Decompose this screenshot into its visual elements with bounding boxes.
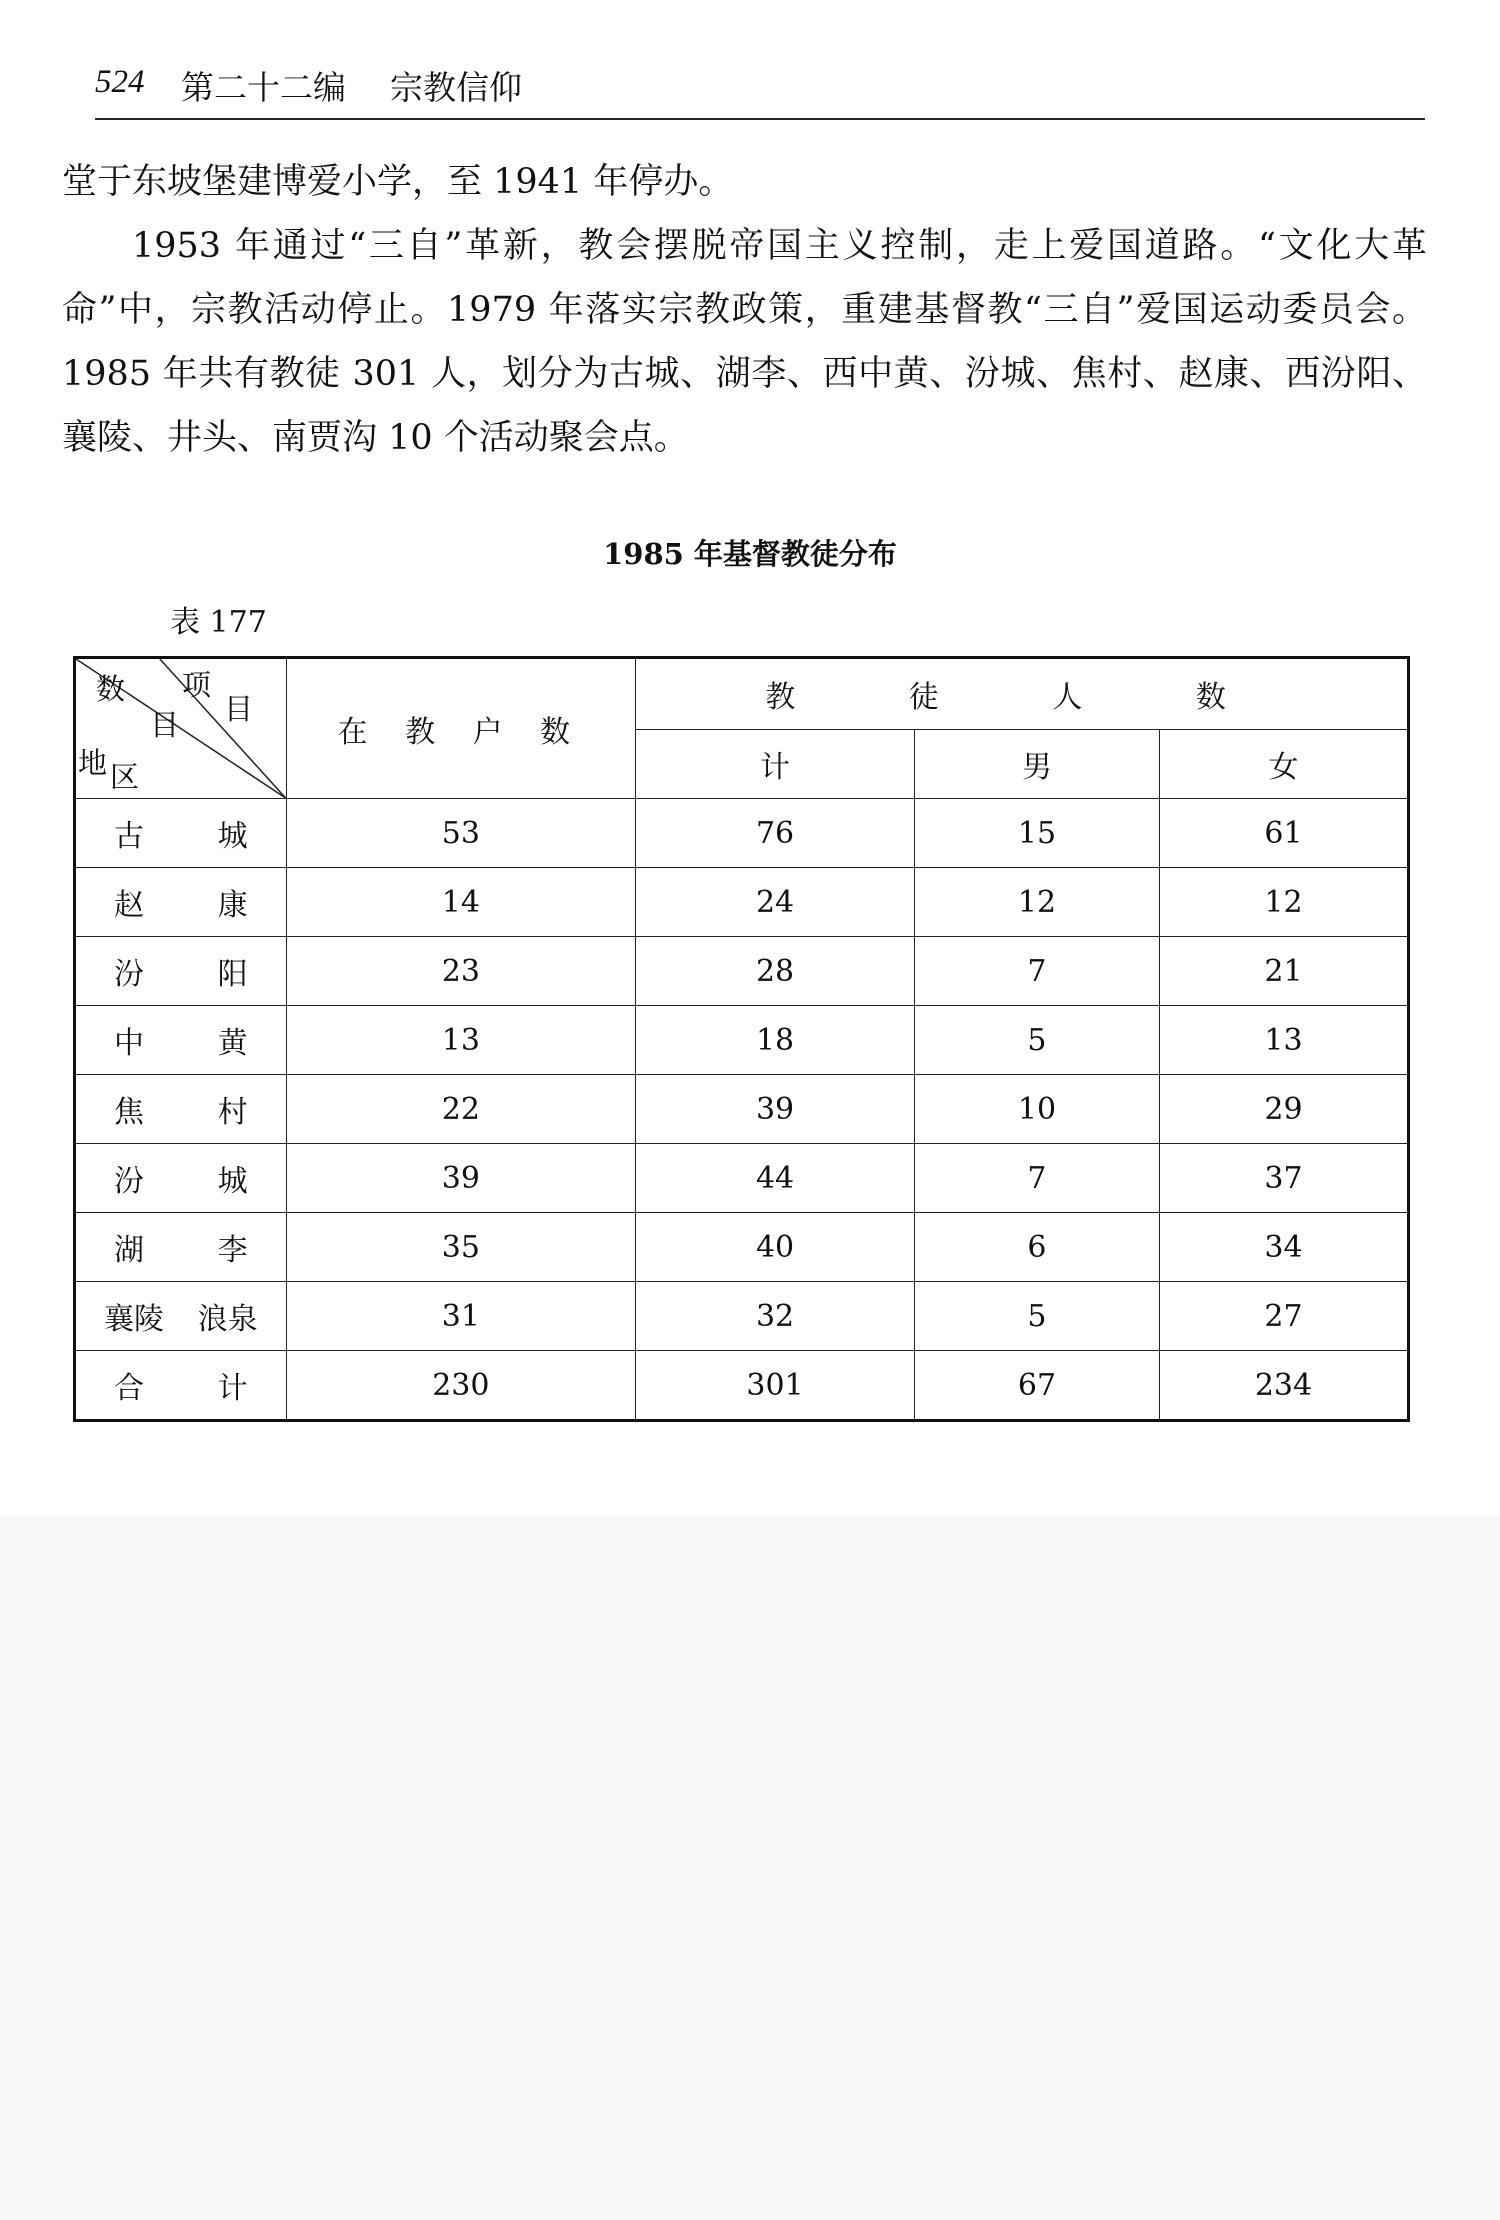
- region-name-part: 阳: [217, 957, 248, 992]
- table-row: [75, 1282, 1409, 1351]
- region-name-part: 康: [217, 888, 248, 923]
- male-cell: 10: [914, 1075, 1159, 1144]
- table-corner-cell: [75, 658, 287, 799]
- region-name-part: 城: [217, 819, 248, 854]
- female-cell: 29: [1159, 1075, 1408, 1144]
- region-cell: [75, 1075, 287, 1144]
- region-cell: [75, 1351, 287, 1421]
- total-cell: 40: [636, 1213, 915, 1282]
- region-cell: [75, 799, 287, 868]
- table-row: [75, 937, 1409, 1006]
- total-cell: 28: [636, 937, 915, 1006]
- households-cell: 13: [286, 1006, 636, 1075]
- households-cell: 31: [286, 1282, 636, 1351]
- male-cell: 6: [914, 1213, 1159, 1282]
- male-cell: 7: [914, 1144, 1159, 1213]
- col-female-header: 女: [1159, 730, 1408, 799]
- region-cell: [75, 937, 287, 1006]
- corner-label-mu-right: 目: [224, 692, 254, 726]
- table-number: 表 177: [170, 605, 267, 640]
- table-row: [75, 1213, 1409, 1282]
- households-cell: 35: [286, 1213, 636, 1282]
- region-name-part: 中: [114, 1026, 144, 1061]
- table-row: [75, 1351, 1409, 1421]
- table-header-row-1: [75, 658, 1409, 730]
- corner-label-mu-middle: 目: [150, 708, 180, 742]
- female-cell: 27: [1159, 1282, 1408, 1351]
- region-name-part: 汾: [114, 1164, 144, 1199]
- region-cell: [75, 1282, 287, 1351]
- table-row: [75, 1075, 1409, 1144]
- table-row: [75, 868, 1409, 937]
- male-cell: 5: [914, 1282, 1159, 1351]
- table-row: [75, 1006, 1409, 1075]
- section-title: 宗教信仰: [390, 68, 522, 107]
- total-cell: 301: [636, 1351, 915, 1421]
- households-cell: 23: [286, 937, 636, 1006]
- households-cell: 39: [286, 1144, 636, 1213]
- households-cell: 22: [286, 1075, 636, 1144]
- households-cell: 230: [286, 1351, 636, 1421]
- corner-label-xiang: 项: [182, 668, 212, 702]
- corner-label-shu: 数: [96, 672, 126, 706]
- region-name-part: 城: [217, 1164, 248, 1199]
- region-name-part: 李: [217, 1233, 248, 1268]
- running-header: [95, 58, 1425, 120]
- col-group-header: 教 徒 人 数: [636, 658, 1409, 730]
- total-cell: 32: [636, 1282, 915, 1351]
- region-name-part: 计: [217, 1371, 248, 1406]
- corner-label-qu: 区: [110, 760, 140, 794]
- total-cell: 18: [636, 1006, 915, 1075]
- paragraph-2: 1953 年通过“三自”革新，教会摆脱帝国主义控制，走上爱国道路。“文化大革命”中，宗教活动停止。1979 年落实宗教政策，重建基督教“三自”爱国运动委员会。1985 年共有教徒 301 人，划分为古城、湖李、西中黄、汾城、焦村、赵康、西汾阳、襄陵、井头、南贾沟 10 个活动聚会点。: [62, 226, 1427, 458]
- male-cell: 67: [914, 1351, 1159, 1421]
- table-row: [75, 1144, 1409, 1213]
- col-male-header: 男: [914, 730, 1159, 799]
- region-name-part: 浪泉: [197, 1302, 258, 1337]
- table-caption: 1985 年基督教徒分布: [603, 537, 897, 571]
- male-cell: 12: [914, 868, 1159, 937]
- total-cell: 24: [636, 868, 915, 937]
- households-cell: 14: [286, 868, 636, 937]
- region-name-part: 村: [217, 1095, 248, 1130]
- female-cell: 21: [1159, 937, 1408, 1006]
- total-cell: 44: [636, 1144, 915, 1213]
- col-households-header: 在 教 户 数: [286, 658, 636, 799]
- region-name-part: 焦: [114, 1095, 144, 1130]
- male-cell: 5: [914, 1006, 1159, 1075]
- region-cell: [75, 1213, 287, 1282]
- female-cell: 234: [1159, 1351, 1408, 1421]
- female-cell: 34: [1159, 1213, 1408, 1282]
- region-cell: [75, 1144, 287, 1213]
- male-cell: 7: [914, 937, 1159, 1006]
- total-cell: 39: [636, 1075, 915, 1144]
- female-cell: 61: [1159, 799, 1408, 868]
- paragraph-1: 堂于东坡堡建博爱小学，至 1941 年停办。: [62, 162, 734, 202]
- households-cell: 53: [286, 799, 636, 868]
- region-name-part: 襄陵: [104, 1302, 164, 1337]
- region-name-part: 古: [114, 819, 144, 854]
- table-body: [75, 799, 1409, 1421]
- female-cell: 12: [1159, 868, 1408, 937]
- region-cell: [75, 1006, 287, 1075]
- region-name-part: 湖: [114, 1233, 144, 1268]
- col-total-header: 计: [636, 730, 915, 799]
- region-name-part: 汾: [114, 957, 144, 992]
- region-cell: [75, 868, 287, 937]
- region-name-part: 赵: [114, 888, 144, 923]
- table-row: [75, 799, 1409, 868]
- christian-distribution-table: [73, 656, 1410, 1422]
- region-name-part: 合: [114, 1371, 144, 1406]
- total-cell: 76: [636, 799, 915, 868]
- page-number: 524: [95, 64, 145, 100]
- region-name-part: 黄: [217, 1026, 248, 1061]
- part-title: 第二十二编: [181, 68, 346, 107]
- male-cell: 15: [914, 799, 1159, 868]
- female-cell: 37: [1159, 1144, 1408, 1213]
- female-cell: 13: [1159, 1006, 1408, 1075]
- corner-label-di: 地: [78, 746, 108, 780]
